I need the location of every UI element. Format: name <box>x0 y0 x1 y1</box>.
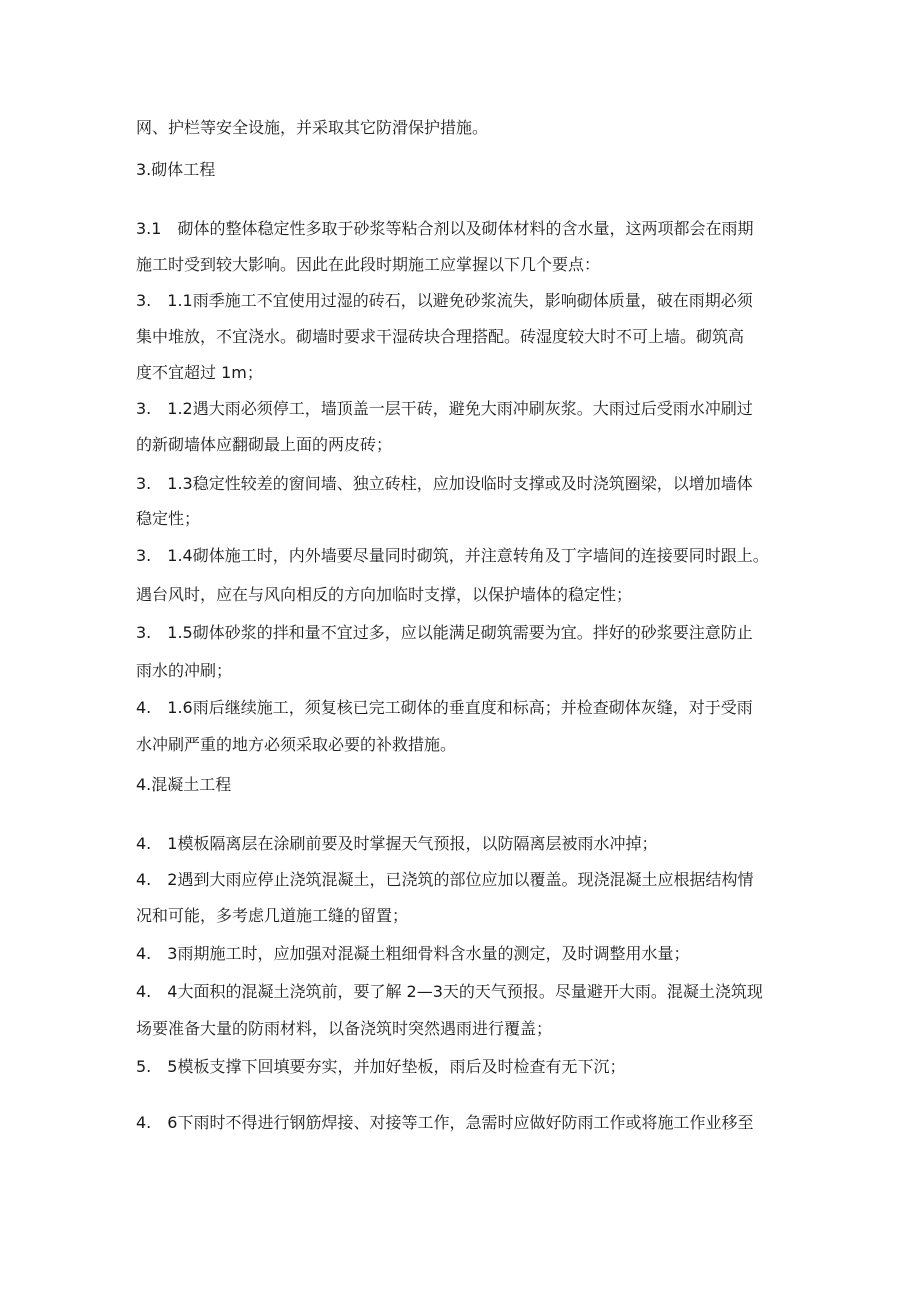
text-line: 场要准备大量的防雨材料，以备浇筑时突然遇雨进行覆盖； <box>136 1019 553 1038</box>
text-line: 4. 2遇到大雨应停止浇筑混凝土，已浇筑的部位应加以覆盖。现浇混凝土应根据结构情 <box>136 870 754 889</box>
text-line: 4. 1.6雨后继续施工，须复核已完工砌体的垂直度和标高；并检查砌体灰缝，对于受雨 <box>136 698 753 717</box>
text-line: 5. 5模板支撑下回填要夯实，并加好垫板，雨后及时检查有无下沉； <box>136 1057 626 1076</box>
text-line: 4. 6下雨时不得进行钢筋焊接、对接等工作，急需时应做好防雨工作或将施工作业移至 <box>136 1113 754 1132</box>
text-line: 况和可能，多考虑几道施工缝的留置； <box>136 906 409 925</box>
section-heading-concrete: 4.混凝土工程 <box>136 775 232 794</box>
text-line: 3. 1.1雨季施工不宜使用过湿的砖石，以避免砂浆流失，影响砌体质量，破在雨期必须 <box>136 291 753 310</box>
text-line: 3.1 砌体的整体稳定性多取于砂浆等粘合剂以及砌体材料的含水量，这两项都会在雨期 <box>136 219 754 238</box>
text-line: 3. 1.3稳定性较差的窗间墙、独立砖柱，应加设临时支撑或及时浇筑圈梁，以增加墙体 <box>136 474 753 493</box>
text-line: 度不宜超过 1m； <box>136 363 263 382</box>
text-line: 4. 1模板隔离层在涂刷前要及时掌握天气预报，以防隔离层被雨水冲掉； <box>136 834 658 853</box>
text-line: 稳定性； <box>136 509 201 528</box>
text-line: 的新砌墙体应翻砌最上面的两皮砖； <box>136 435 393 454</box>
section-heading-masonry: 3.砌体工程 <box>136 160 216 179</box>
text-line: 3. 1.4砌体施工时，内外墙要尽量同时砌筑，并注意转角及丁字墙间的连接要同时跟上。 <box>136 546 769 565</box>
text-line: 遇台风时，应在与风向相反的方向加临时支撑，以保护墙体的稳定性； <box>136 585 633 604</box>
text-line: 施工时受到较大影响。因此在此段时期施工应掌握以下几个要点： <box>136 255 601 274</box>
text-line: 3. 1.5砌体砂浆的拌和量不宜过多，应以能满足砌筑需要为宜。拌好的砂浆要注意防止 <box>136 623 753 642</box>
text-line: 网、护栏等安全设施，并采取其它防滑保护措施。 <box>136 118 489 137</box>
text-line: 集中堆放，不宜浇水。砌墙时要求干湿砖块合理搭配。砖湿度较大时不可上墙。砌筑高 <box>136 327 745 346</box>
text-line: 4. 4大面积的混凝土浇筑前，要了解 2—3天的天气预报。尽量避开大雨。混凝土浇筑现 <box>136 982 763 1001</box>
text-line: 水冲刷严重的地方必须采取必要的补救措施。 <box>136 735 457 754</box>
text-line: 4. 3雨期施工时，应加强对混凝土粗细骨料含水量的测定，及时调整用水量； <box>136 944 690 963</box>
text-line: 3. 1.2遇大雨必须停工，墙顶盖一层干砖，避免大雨冲刷灰浆。大雨过后受雨水冲刷过 <box>136 399 753 418</box>
text-line: 雨水的冲刷； <box>136 661 233 680</box>
